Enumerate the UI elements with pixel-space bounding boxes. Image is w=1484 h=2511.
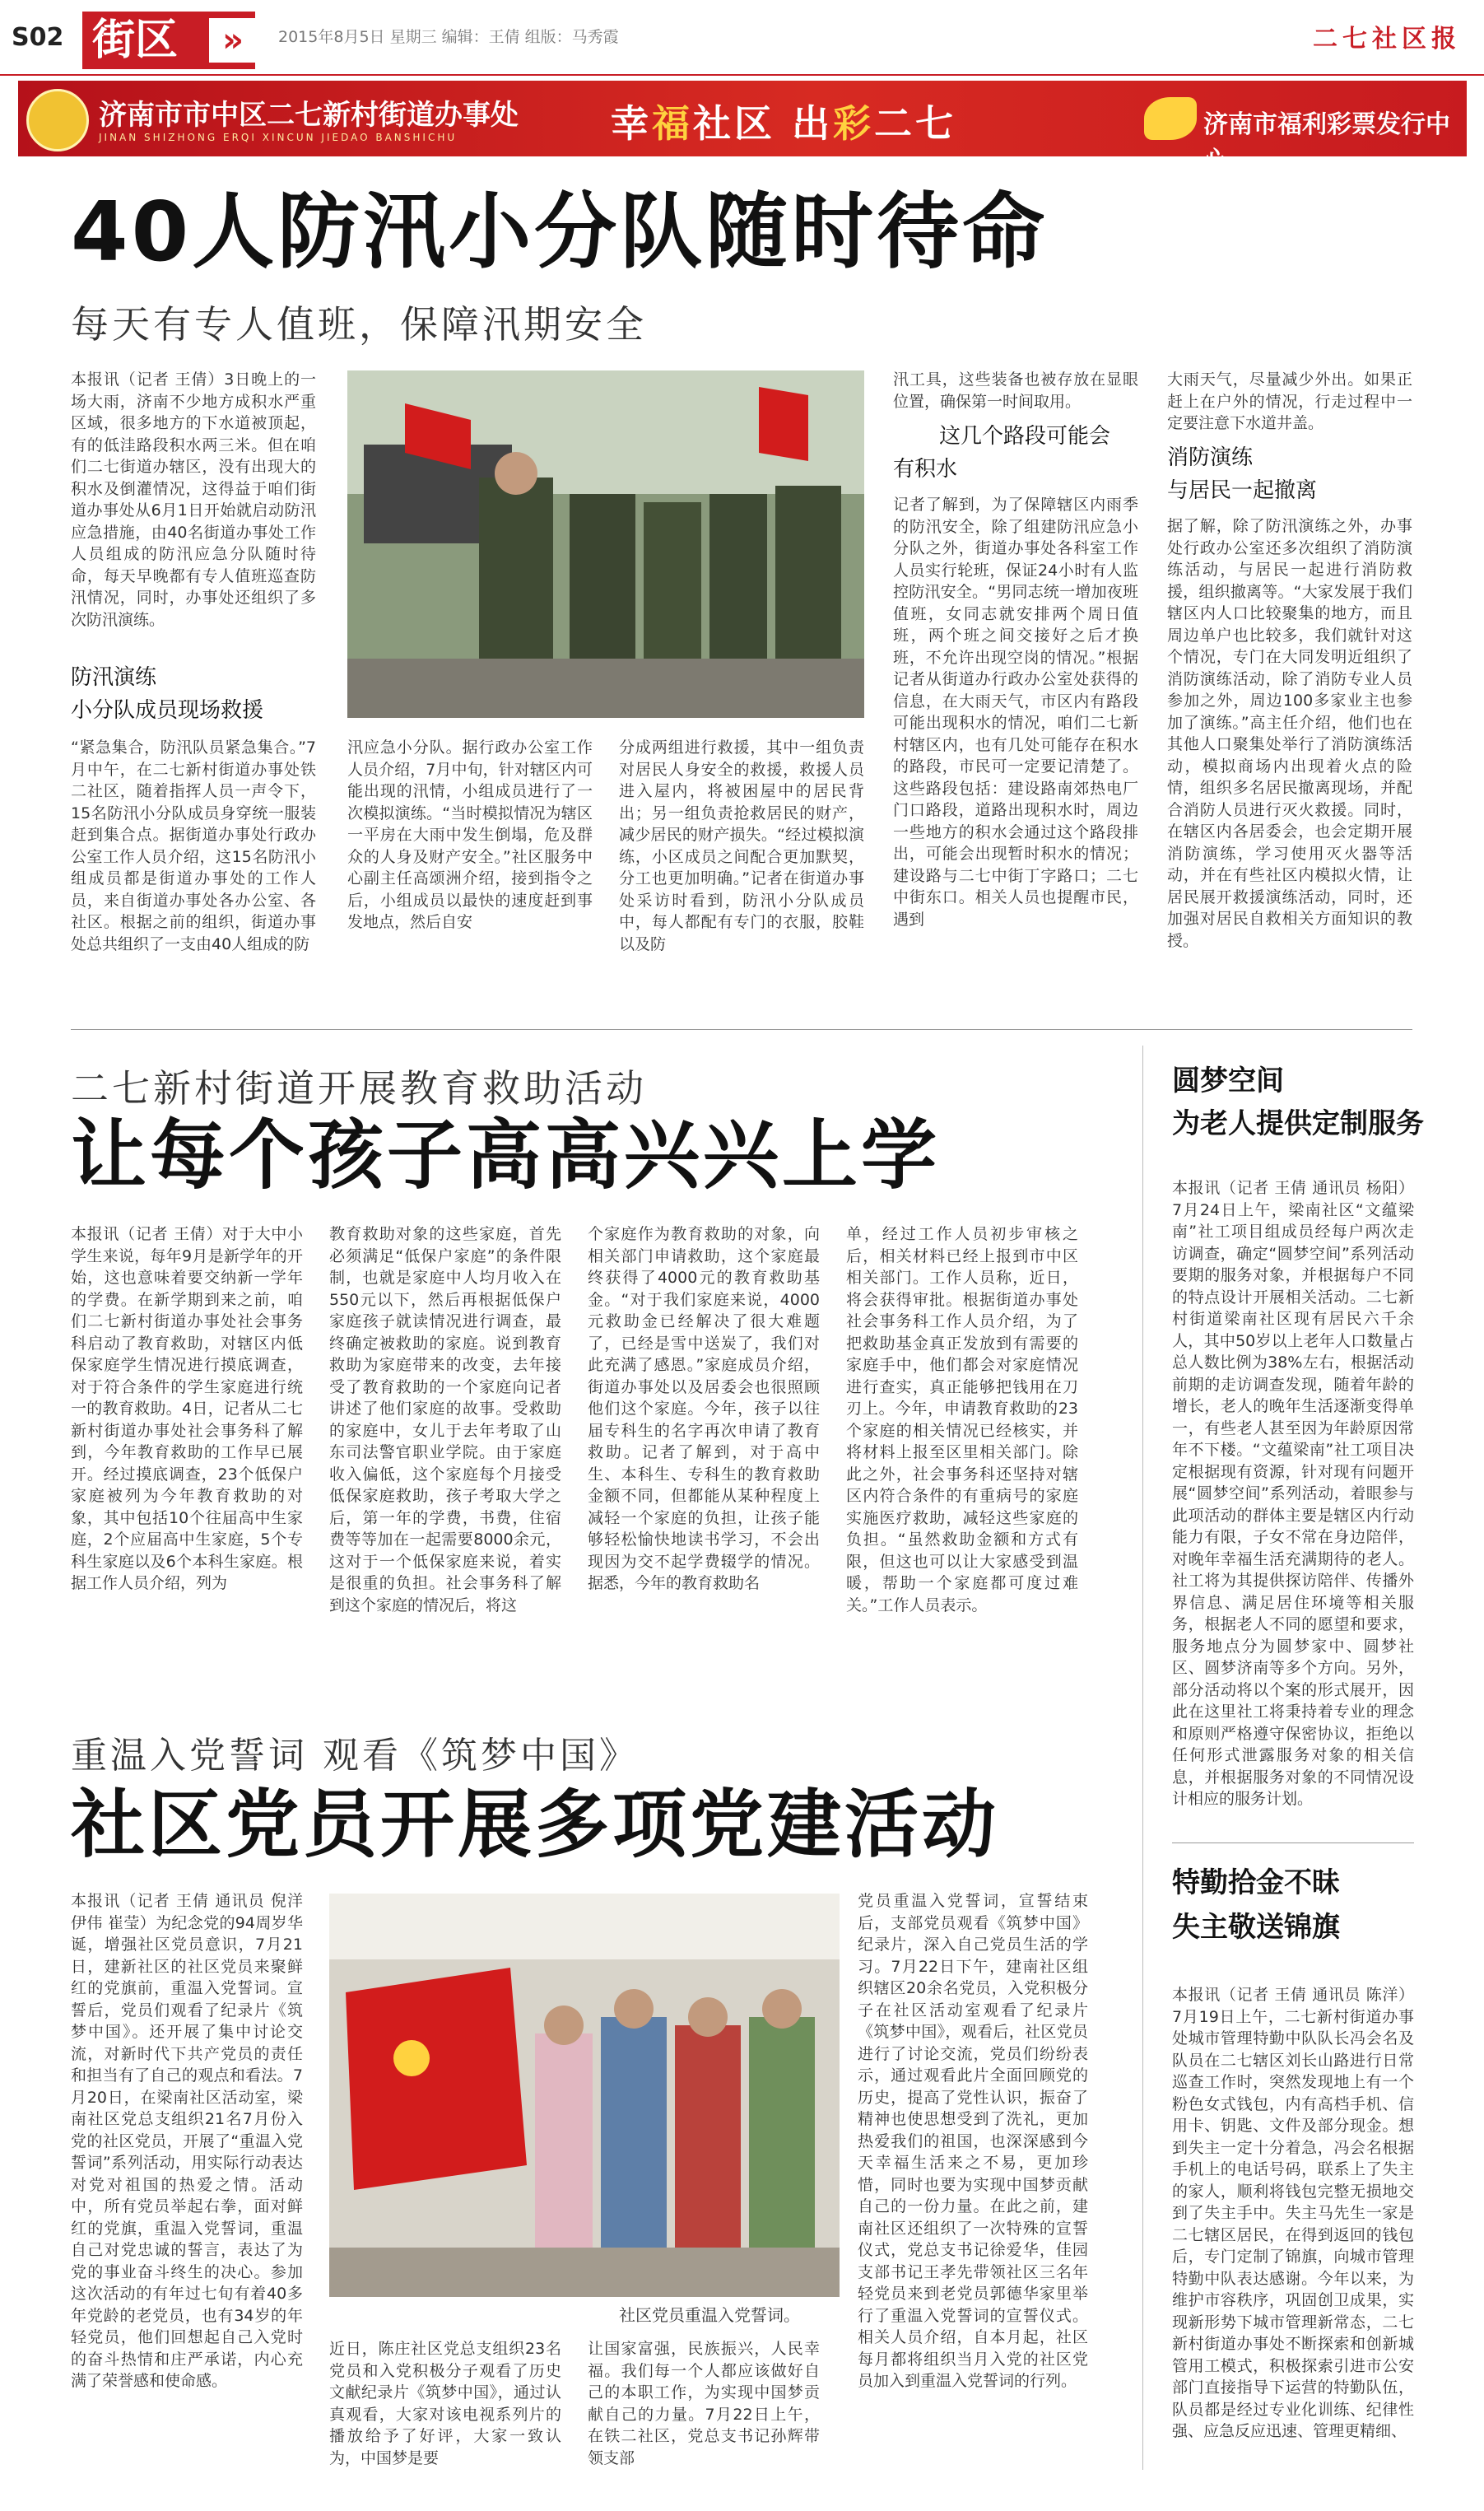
banner xyxy=(18,81,1467,175)
article1-subhead1: 防汛演练 xyxy=(71,665,157,690)
banner-org: 济南市市中区二七新村街道办事处 xyxy=(99,99,519,132)
article1-subhead3: 消防演练 xyxy=(1167,445,1254,470)
article2-col1: 本报讯（记者 王倩）对于大中小学生来说，每年9月是新学年的开始，这也意味着要交纳新一学年的学费。在新学期到来之前，咱们二七新村街道办事处社会事务科启动了教育救助，对辖区内低保家庭学生情况进行摸底调查，对于符合条件的学生家庭进行统一的教育救助。4日，记者从二七新村街道办事处社会事务科了解到，今年教育救助的工作早已展开。经过摸底调查，23个低保户家庭被列为今年教育救助的对象，其中包括10个往届高中生家庭，2个应届高中生家庭，5个专科生家庭以及6个本科生家庭。根据工作人员介绍，列为 xyxy=(71,1225,303,1592)
article1-subtitle: 每天有专人值班，保障汛期安全 xyxy=(71,302,647,347)
article1-col5b: 据了解，除了防汛演练之外，办事处行政办公室还多次组织了消防演练活动，与居民一起进行消防救援，组织撤离等。“大家发展于我们辖区内人口比较聚集的地方，而且周边单户也比较多，我们就针对这个情况，专门在大同发明近组织了消防演练活动，除了消防专业人员参加之外，周边100多家业主也参加了演练。”高主任介绍，他们也在其他人口聚集处举行了消防演练活动，模拟商场内出现着火点的险情，组织多名居民撤离现场，并配合消防人员进行灭火救援。同时，在辖区内各居委会，也会定期开展消防演练，学习使用灭火器等活动，并在有些社区内模拟火情，让居民展开救援演练活动，同时，还加强对居民自救相关方面知识的教授。 xyxy=(1167,517,1412,950)
sidebar-divider xyxy=(1172,1842,1414,1843)
article1-title: 40人防汛小分队随时待命 xyxy=(71,184,1049,280)
national-emblem-icon xyxy=(26,89,89,151)
article2-kicker: 二七新村街道开展教育救助活动 xyxy=(71,1066,647,1111)
article1-subhead2: 这几个路段可能会 xyxy=(938,424,1110,449)
article3-photo-caption: 社区党员重温入党誓词。 xyxy=(619,2305,800,2325)
sidebar1-title1: 圆梦空间 xyxy=(1172,1064,1284,1097)
slogan-part: 社区 出 xyxy=(693,101,834,146)
section-label xyxy=(82,12,255,69)
section-divider xyxy=(71,1029,1412,1030)
article1-subhead3b: 与居民一起撤离 xyxy=(1167,478,1318,503)
article1-col5a: 大雨天气，尽量减少外出。如果正赶上在户外的情况，行走过程中一定要注意下水道井盖。 xyxy=(1167,370,1412,432)
party-oath-photo-icon xyxy=(329,1894,840,2297)
article1-col4b: 记者了解到，为了保障辖区内雨季的防汛安全，除了组建防汛应急小分队之外，街道办事处各科室工作人员实行轮班，保证24小时有人监控防汛安全。“男同志统一增加夜班值班，女同志就安排两个周日值班，两个班之间交接好之后才换班，不允许出现空岗的情况。”根据记者从街道办行政办公室处获得的信息，在大雨天气，市区内有路段可能出现积水的情况，咱们二七新村辖区内，也有几处可能存在积水的路段，市民可一定要记清楚了。这些路段包括：建设路南郊热电厂门口路段，道路出现积水时，周边一些地方的积水会通过这个路段排出，可能会出现暂时积水的情况；建设路与二七中街丁字路口；二七中街东口。相关人员也提醒市民，遇到 xyxy=(893,496,1138,929)
column-divider xyxy=(1142,1046,1143,2470)
article2-title: 让每个孩子高高兴兴上学 xyxy=(71,1111,941,1200)
article2-col3: 个家庭作为教育救助的对象，向相关部门申请救助，这个家庭最终获得了4000元的教育救助基金。“对于我们家庭来说，4000元救助金已经解决了很大难题了，已经是雪中送炭了，我们对此充满了感恩。”家庭成员介绍，街道办事处以及居委会也很照顾他们这个家庭。今年，孩子以往届专科生的名字再次申请了教育救助。记者了解到，对于高中生、本科生、专科生的教育救助金额不同，但都能从某种程度上减轻一个家庭的负担，让孩子能够轻松愉快地读书学习，不会出现因为交不起学费辍学的情况。据悉，今年的教育救助名 xyxy=(588,1225,820,1592)
page-number: S02 xyxy=(12,23,64,52)
slogan-part: 彩 xyxy=(833,101,875,146)
article1-col2b: 汛应急小分队。据行政办公室工作人员介绍，7月中旬，针对辖区内可能出现的汛情，小组成员进行了一次模拟演练。“当时模拟情况为辖区一平房在大雨中发生倒塌，危及群众的人身及财产安全。”社区服务中心副主任高颂洲介绍，接到指令之后，小组成员以最快的速度赶到事发地点，然后自安 xyxy=(347,738,593,931)
sidebar1-text: 本报讯（记者 王倩 通讯员 杨阳）7月24日上午，梁南社区“文蕴梁南”社工项目组成员经每户两次走访调查，确定“圆梦空间”系列活动要期的服务对象，并根据每户不同的特点设计开展相关活动。二七新村街道梁南社区现有居民六千余人，其中50岁以上老年人口数量占总人数比例为38%左右，根据活动前期的走访调查发现，随着年龄的增长，老人的晚年生活逐渐变得单一，有些老人甚至因为年龄原因常年不下楼。“文蕴梁南”社工项目决定根据现有资源，针对现有问题开展“圆梦空间”系列活动，着眼参与此项活动的群体主要是辖区内行动能力有限，子女不常在身边陪伴，对晚年幸福生活充满期待的老人。社工将为其提供探访陪伴、传播外界信息、满足居住环境等相关服务，根据老人不同的愿望和要求，服务地点分为圆梦家中、圆梦社区、圆梦济南等多个方向。另外，部分活动将以个案的形式展开，因此在这里社工将秉持着专业的理念和原则严格遵守保密协议，拒绝以任何形式泄露服务对象的相关信息，并根据服务对象的不同情况设计相应的服务计划。 xyxy=(1172,1179,1414,1808)
article1-subhead2b: 有积水 xyxy=(893,457,958,482)
sidebar2-title2: 失主敬送锦旗 xyxy=(1172,1911,1340,1944)
header-divider xyxy=(0,74,1484,76)
section-name: 街区 xyxy=(92,16,179,65)
article3-kicker: 重温入党誓词 观看《筑梦中国》 xyxy=(71,1735,639,1777)
article2-col2: 教育救助对象的这些家庭，首先必须满足“低保户家庭”的条件限制，也就是家庭中人均月收入在550元以下，然后再根据低保户家庭孩子就读情况进行调查，最终确定被救助的家庭。说到教育救助为家庭带来的改变，去年接受了教育救助的一个家庭向记者讲述了他们家庭的故事。受救助的家庭中，女儿于去年考取了山东司法警官职业学院。由于家庭收入偏低，这个家庭每个月接受低保家庭救助，孩子考取大学之后，第一年的学费，书费，住宿费等等加在一起需要8000余元，这对于一个低保家庭来说，着实是很重的负担。社会事务科了解到这个家庭的情况后，将这 xyxy=(329,1225,561,1614)
article3-col3b: 让国家富强，民族振兴，人民幸福。我们每一个人都应该做好自己的本职工作，为实现中国梦贡献自己的力量。7月22日上午，在铁二社区，党总支书记孙辉带领支部 xyxy=(588,2340,820,2467)
page-header xyxy=(0,0,1484,76)
article1-col4a: 汛工具，这些装备也被存放在显眼位置，确保第一时间取用。 xyxy=(893,370,1138,411)
article1-lead: 本报讯（记者 王倩）3日晚上的一场大雨，济南不少地方成积水严重区域，很多地方的下水道被顶起，有的低洼路段积水两三米。但在咱们二七街道办辖区，没有出现大的积水及倒灌情况，这得益于咱们街道办事处从6月1日开始就启动防汛应急措施，由40名街道办事处工作人员组成的防汛应急分队随时待命，每天早晚都有专人值班巡查防汛情况，同时，办事处还组织了多次防汛演练。 xyxy=(71,370,316,629)
sidebar1-title2: 为老人提供定制服务 xyxy=(1172,1107,1424,1140)
banner-pinyin: JINAN SHIZHONG ERQI XINCUN JIEDAO BANSHICHU xyxy=(99,132,458,143)
article3-col2b: 近日，陈庄社区党总支组织23名党员和入党积极分子观看了历史文献纪录片《筑梦中国》，通过认真观看，大家对该电视系列片的播放给予了好评，大家一致认为，中国梦是要 xyxy=(329,2340,561,2467)
flood-drill-photo-icon xyxy=(347,370,864,718)
lottery-logo-icon xyxy=(1144,97,1197,140)
article1-photo xyxy=(347,370,864,718)
article2-col4: 单，经过工作人员初步审核之后，相关材料已经上报到市中区相关部门。工作人员称，近日，将会获得审批。根据街道办事处社会事务科工作人员介绍，为了把救助基金真正发放到有需要的家庭手中，他们都会对家庭情况进行查实，真正能够把钱用在刀刃上。今年，申请教育救助的23个家庭的相关情况已经核实，并将材料上报至区里相关部门。除此之外，社会事务科还坚持对辖区内符合条件的有重病号的家庭实施医疗救助，减轻这些家庭的负担。“虽然救助金额和方式有限，但这也可以让大家感受到温暖，帮助一个家庭都可度过难关。”工作人员表示。 xyxy=(846,1225,1078,1614)
sidebar2-title1: 特勤拾金不昧 xyxy=(1172,1866,1340,1899)
slogan-part: 幸 xyxy=(611,101,652,146)
chevron-right-icon: » xyxy=(209,18,257,63)
banner-slogan xyxy=(611,94,956,148)
article1-subhead1b: 小分队成员现场救援 xyxy=(71,698,264,723)
article3-title: 社区党员开展多项党建活动 xyxy=(71,1782,999,1868)
article3-col4: 党员重温入党誓词，宣誓结束后，支部党员观看《筑梦中国》纪录片，深入自己党员生活的学习。7月22日下午，建南社区组织辖区20余名党员，入党积极分子在社区活动室观看了纪录片《筑梦中国》，观看后，社区党员进行了讨论交流，党员们纷纷表示，通过观看此片全面回顾党的历史，提高了党性认识，振奋了精神也使思想受到了洗礼，更加热爱我们的祖国，也深深感到今天幸福生活来之不易，更加珍惜，同时也要为实现中国梦贡献自己的一份力量。在此之前，建南社区还组织了一次特殊的宣誓仪式，党总支书记徐爱华，佳园支部书记王孝先带领社区三名年轻党员来到老党员郭德华家里举行了重温入党誓词的宣誓仪式。相关人员介绍，自本月起，社区每月都将组织当月入党的社区党员加入到重温入党誓词的行列。 xyxy=(858,1892,1088,2390)
article1-col3b: 分成两组进行救援，其中一组负责对居民人身安全的救援，救援人员进入屋内，将被困屋中的居民背出；另一组负责抢救居民的财产，减少居民的财产损失。“经过模拟演练，小区成员之间配合更加默契，分工也更加明确。”记者在街道办事处采访时看到，防汛小分队成员中，每人都配有专门的衣服，胶鞋以及防 xyxy=(619,738,864,953)
lottery-center: 济南市福利彩票发行中心 xyxy=(1203,110,1450,175)
dateline: 2015年8月5日 星期三 编辑：王倩 组版：马秀霞 xyxy=(278,28,619,46)
slogan-part: 二七 xyxy=(874,101,957,146)
slogan-part: 福 xyxy=(652,101,693,146)
article1-col1b: “紧急集合，防汛队员紧急集合。”7月中午，在二七新村街道办事处铁二社区，随着指挥人员一声令下，15名防汛小分队成员身穿统一服装赶到集合点。据街道办事处行政办公室工作人员介绍，这15名防汛小组成员都是街道办事处的工作人员，来自街道办事处各办公室、各社区。根据之前的组织，街道办事处总共组织了一支由40人组成的防 xyxy=(71,738,316,953)
sidebar2-text: 本报讯（记者 王倩 通讯员 陈洋）7月19日上午，二七新村街道办事处城市管理特勤中队队长冯会名及队员在二七辖区刘长山路进行日常巡查工作时，突然发现地上有一个粉色女式钱包，内有高档手机、信用卡、钥匙、文件及部分现金。想到失主一定十分着急，冯会名根据手机上的电话号码，联系上了失主的家人，顺利将钱包完整无损地交到了失主手中。失主马先生一家是二七辖区居民，在得到返回的钱包后，专门定制了锦旗，向城市管理特勤中队表达感谢。今年以来，为维护市容秩序，巩固创卫成果，实现新形势下城市管理新常态，二七新村街道办事处不断探索和创新城管用工模式，积极探索引进市公安部门直接指导下运营的特勤队伍，队员都是经过专业化训练、纪律性强、应急反应迅速、管理更精细、 xyxy=(1172,1986,1414,2440)
paper-title: 二七社区报 xyxy=(1313,25,1461,54)
article3-photo xyxy=(329,1894,840,2297)
article3-col1: 本报讯（记者 王倩 通讯员 倪洋 伊伟 崔莹）为纪念党的94周岁华诞，增强社区党员意识，7月21日，建新社区的社区党员来聚鲜红的党旗前，重温入党誓词。宣誓后，党员们观看了纪录片《筑梦中国》。还开展了集中讨论交流，对新时代下共产党员的责任和担当有了自己的观点和看法。7月20日，在梁南社区活动室，梁南社区党总支组织21名7月份入党的社区党员，开展了“重温入党誓词”系列活动，用实际行动表达对党对祖国的热爱之情。活动中，所有党员举起右拳，面对鲜红的党旗，重温入党誓词，重温自己对党忠诚的誓言，表达了为党的事业奋斗终生的决心。参加这次活动的有年过七旬有着40多年党龄的老党员，也有34岁的年轻党员，他们回想起自己入党时的奋斗热情和庄严承诺，内心充满了荣誉感和使命感。 xyxy=(71,1892,303,2390)
